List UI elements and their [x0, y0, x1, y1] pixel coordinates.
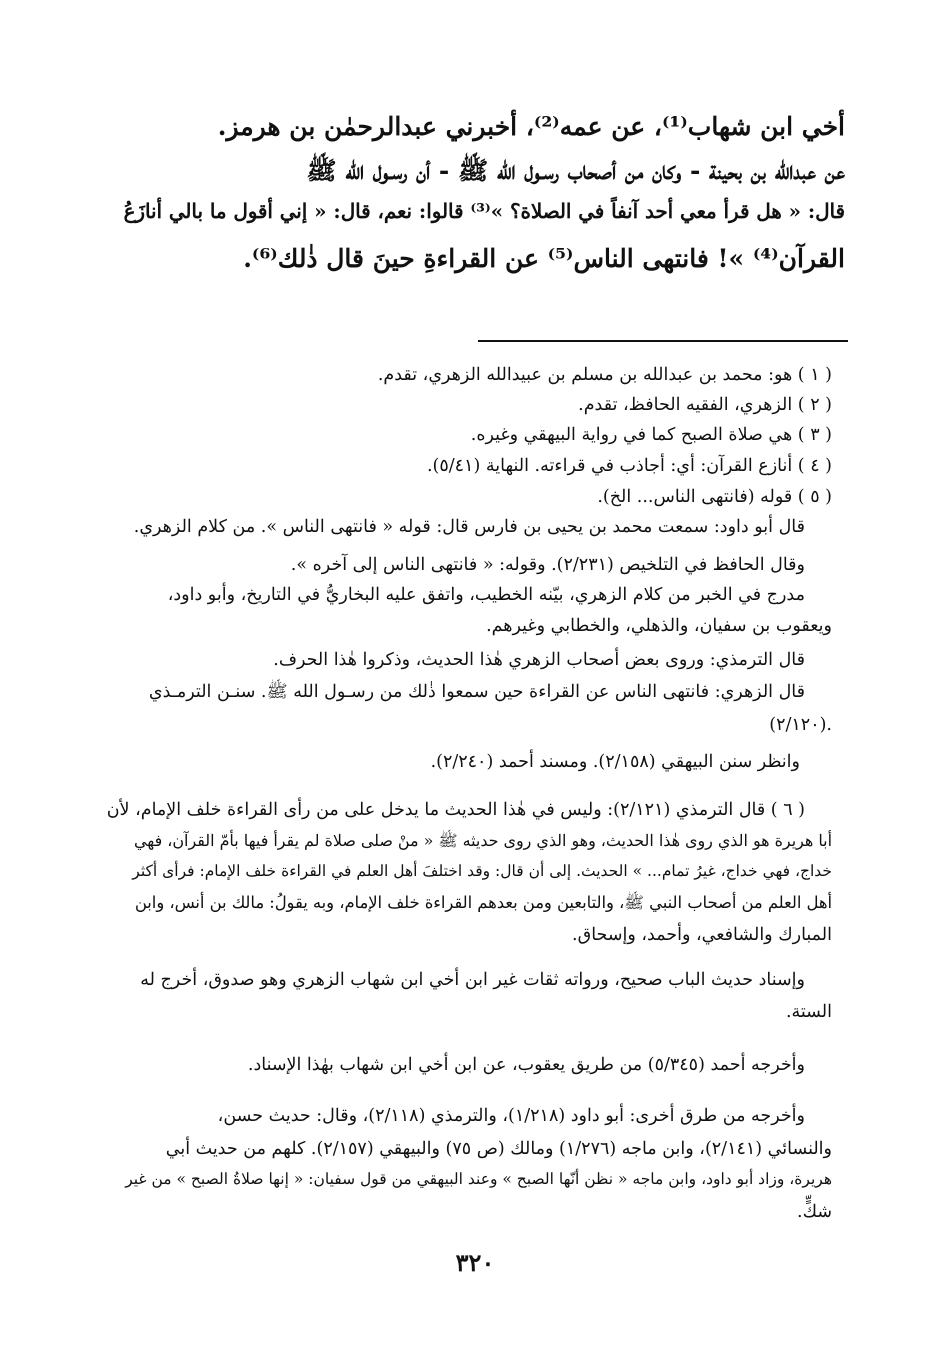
footnote-line: ( ٤ ) أنازع القرآن: أي: أجاذب في قراءته. النهاية (٥/٤١). — [426, 456, 832, 476]
footnote-line: مدرج في الخبر من كلام الزهري، بيّنه الخطيب، واتفق عليه البخاريُّ في التاريخ، وأبو داود، — [167, 585, 805, 605]
footnote-line: أهل العلم من أصحاب النبي ﷺ، والتابعين ومن بعدهم القراءة خلف الإمام، وبه يقولُ: مالك بن أنس، وابن — [134, 893, 832, 912]
footnote-line: هريرة، وزاد أبو داود، وابن ماجه « نظن أنّها الصبح » وعند البيهقي من قول سفيان: « إنها صلاةُ الصبح » من غير — [125, 1170, 832, 1188]
footnote-line: وقال الحافظ في التلخيص (٢/٢٣١). وقوله: « فانتهى الناس إلى آخره ». — [290, 555, 805, 575]
footnote-line: قال الترمذي: وروى بعض أصحاب الزهري هٰذا الحديث، وذكروا هٰذا الحرف. — [273, 650, 805, 670]
footnote-line: أبا هريرة هو الذي روى هٰذا الحديث، وهو الذي روى حديثه ﷺ « منْ صلى صلاة لم يقرأ فيها بأمّ القرآن، فهي — [134, 831, 832, 850]
footnote-line: وإسناد حديث الباب صحيح، ورواته ثقات غير ابن أخي ابن شهاب الزهري وهو صدوق، أخرج له — [140, 970, 805, 990]
footnote-line: ( ١ ) هو: محمد بن عبدالله بن مسلم بن عبيدالله الزهري، تقدم. — [377, 365, 832, 385]
main-text-line: القرآن⁽⁴⁾ »! فانتهى الناس⁽⁵⁾ عن القراءةِ حينَ قال ذٰلك⁽⁶⁾. — [243, 244, 845, 273]
footnote-line: وأخرجه أحمد (٥/٣٤٥) من طريق يعقوب، عن ابن أخي ابن شهاب بهٰذا الإسناد. — [247, 1055, 805, 1075]
footnote-line: والنسائي (٢/١٤١)، وابن ماجه (١/٢٧٦) ومالك (ص ٧٥) والبيهقي (٢/١٥٧). كلهم من حديث أبي — [165, 1139, 832, 1159]
main-text-line: أخي ابن شهاب⁽¹⁾، عن عمه⁽²⁾، أخبرني عبدالرحمٰن بن هرمز. — [217, 112, 845, 141]
footnote-line: (٢/١٢٠). — [769, 715, 832, 735]
footnote-line: ( ٢ ) الزهري، الفقيه الحافظ، تقدم. — [578, 395, 832, 415]
footnote-line: ويعقوب بن سفيان، والذهلي، والخطابي وغيرهم. — [486, 616, 832, 636]
main-text-line: عن عبدالله بن بحينة - وكان من أصحاب رسـول الله ﷺ - أن رسـول الله ﷺ — [306, 156, 845, 185]
footnote-line: ( ٣ ) هي صلاة الصبح كما في رواية البيهقي وغيره. — [470, 425, 832, 445]
footnote-line: شكٍّ. — [797, 1202, 832, 1222]
footnote-line: ( ٥ ) قوله (فانتهى الناس... الخ). — [597, 487, 832, 507]
footnote-line: خداج، فهي خداج، غيرُ تمام... » الحديث. إلى أن قال: وقد اختلفَ أهل العلم في القراءة خلف الإمام: فرأى أكثر — [132, 862, 832, 880]
page-number: ٣٢٠ — [455, 1248, 495, 1277]
footnote-line: ( ٦ ) قال الترمذي (٢/١٢١): وليس في هٰذا الحديث ما يدخل على من رأى القراءة خلف الإمام، لأن — [106, 800, 805, 820]
footnote-line: وأخرجه من طرق أخرى: أبو داود (١/٢١٨)، والترمذي (٢/١١٨)، وقال: حديث حسن، — [217, 1106, 805, 1126]
footnote-line: الستة. — [785, 1002, 832, 1022]
footnote-line: قال أبو داود: سمعت محمد بن يحيى بن فارس قال: قوله « فانتهى الناس ». من كلام الزهري. — [133, 517, 805, 537]
footnote-line: قال الزهري: فانتهى الناس عن القراءة حين سمعوا ذٰلك من رسـول الله ﷺ. سنـن الترمـذي — [148, 682, 805, 702]
footnote-line: وانظر سنن البيهقي (٢/١٥٨). ومسند أحمد (٢/٢٤٠). — [430, 752, 800, 772]
main-text-line: قال: « هل قرأ معي أحد آنفاً في الصلاة؟ »⁽³⁾ قالوا: نعم، قال: « إني أقول ما بالي أنازَعُ — [123, 199, 845, 223]
footnote-separator — [478, 340, 848, 342]
footnote-line: المبارك والشافعي، وأحمد، وإسحاق. — [572, 925, 832, 945]
